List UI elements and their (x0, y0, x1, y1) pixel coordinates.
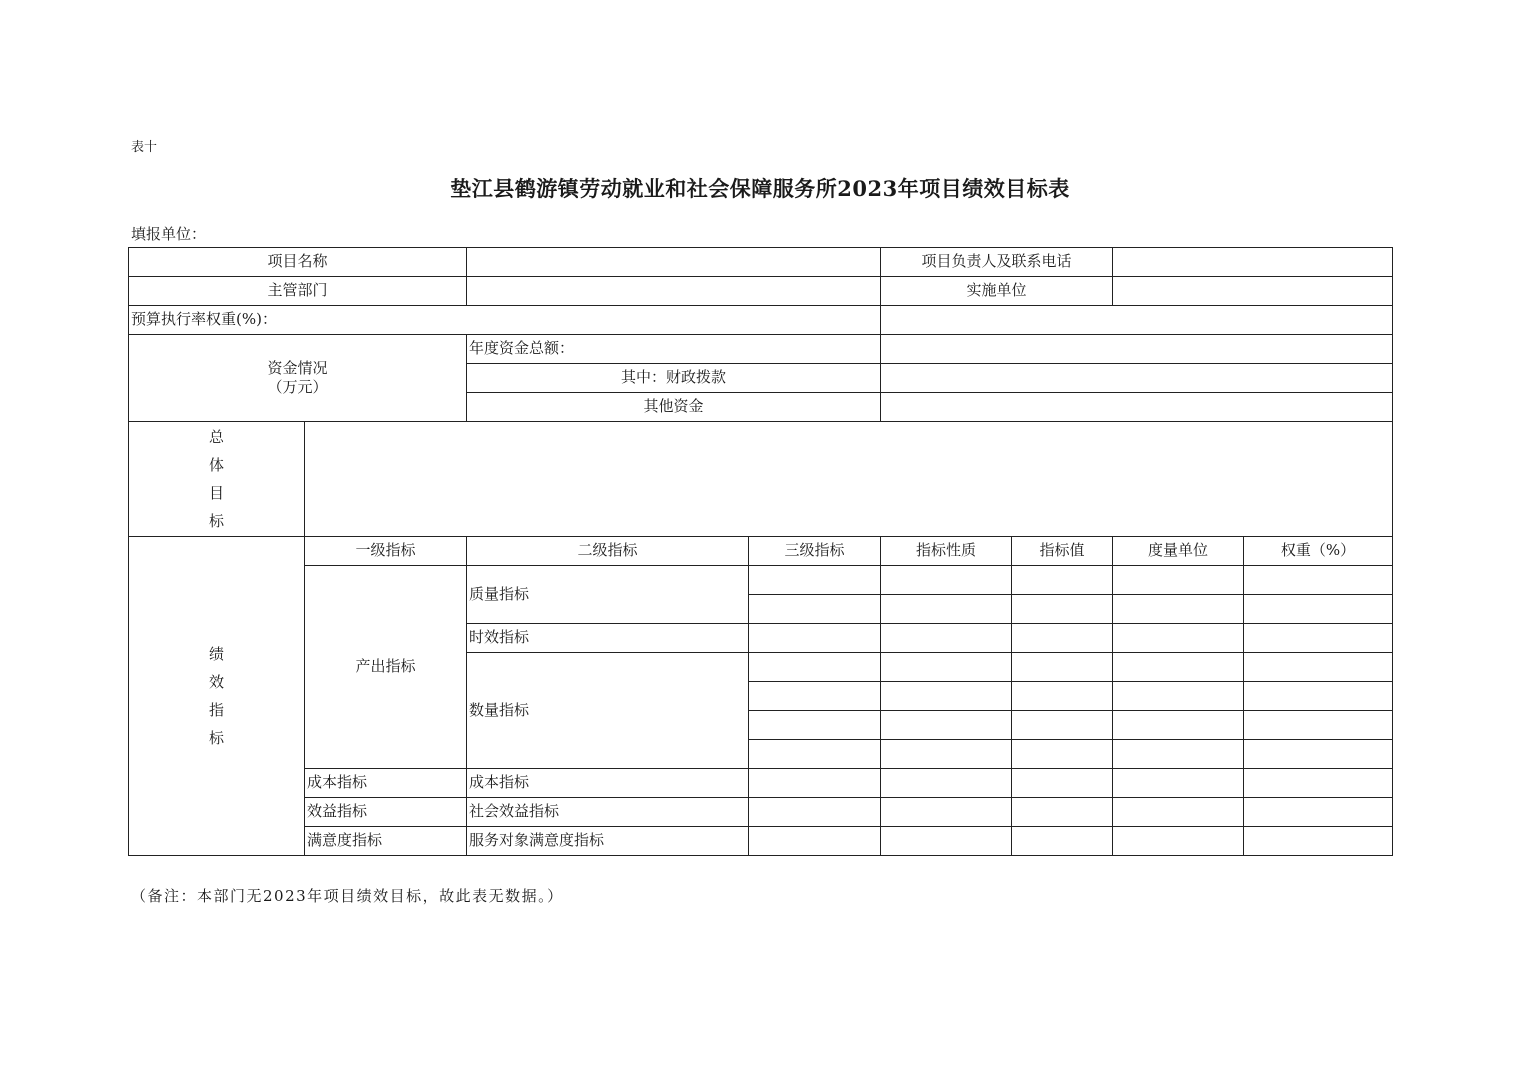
cell[interactable] (1244, 827, 1393, 856)
cell[interactable] (1012, 798, 1113, 827)
cell[interactable] (1113, 711, 1244, 740)
funds-label-text: 资金情况 (267, 358, 328, 377)
overall-goal-char: 标 (208, 512, 224, 530)
cell[interactable] (1012, 769, 1113, 798)
cell[interactable] (1244, 566, 1393, 595)
header-value: 指标值 (1012, 537, 1113, 566)
timeliness-indicator-label: 时效指标 (467, 624, 749, 653)
cell[interactable] (881, 566, 1012, 595)
cell[interactable] (1113, 566, 1244, 595)
cell[interactable] (1244, 653, 1393, 682)
cell[interactable] (1244, 798, 1393, 827)
overall-goal-char: 目 (208, 484, 224, 502)
header-nature: 指标性质 (881, 537, 1012, 566)
project-name-value[interactable] (467, 248, 881, 277)
header-measure-unit: 度量单位 (1113, 537, 1244, 566)
cell[interactable] (1012, 624, 1113, 653)
cell[interactable] (881, 798, 1012, 827)
quality-indicator-label: 质量指标 (467, 566, 749, 624)
cell[interactable] (749, 769, 881, 798)
project-name-label: 项目名称 (129, 248, 467, 277)
project-lead-phone-label: 项目负责人及联系电话 (881, 248, 1113, 277)
benefit-indicator-l1-label: 效益指标 (305, 798, 467, 827)
annual-total-label: 年度资金总额： (467, 335, 881, 364)
performance-indicators-label (129, 537, 305, 856)
overall-goal-label (129, 422, 305, 537)
cell[interactable] (1012, 827, 1113, 856)
cell[interactable] (749, 682, 881, 711)
cell[interactable] (1244, 624, 1393, 653)
cell[interactable] (881, 682, 1012, 711)
performance-target-table (128, 247, 1393, 856)
budget-weight-label: 预算执行率权重(%)： (129, 306, 881, 335)
cell[interactable] (881, 653, 1012, 682)
overall-goal-value[interactable] (305, 422, 1393, 537)
cell[interactable] (1012, 595, 1113, 624)
cell[interactable] (1113, 653, 1244, 682)
cell[interactable] (1012, 740, 1113, 769)
document-title: 垫江县鹤游镇劳动就业和社会保障服务所2023年项目绩效目标表 (450, 176, 1070, 201)
cell[interactable] (1113, 798, 1244, 827)
cell[interactable] (1113, 827, 1244, 856)
cell[interactable] (749, 595, 881, 624)
remark-note: （备注：本部门无2023年项目绩效目标，故此表无数据。） (131, 887, 564, 905)
header-level2: 二级指标 (467, 537, 749, 566)
cell[interactable] (749, 798, 881, 827)
cell[interactable] (1244, 595, 1393, 624)
perf-char: 效 (208, 673, 224, 691)
output-indicator-label: 产出指标 (305, 566, 467, 769)
cell[interactable] (881, 827, 1012, 856)
cell[interactable] (1012, 682, 1113, 711)
cell[interactable] (749, 624, 881, 653)
satisfaction-indicator-l2-label: 服务对象满意度指标 (467, 827, 749, 856)
cell[interactable] (1113, 740, 1244, 769)
other-funds-label: 其他资金 (467, 393, 881, 422)
cost-indicator-l1-label: 成本指标 (305, 769, 467, 798)
cell[interactable] (1113, 682, 1244, 711)
cell[interactable] (881, 740, 1012, 769)
cell[interactable] (1244, 769, 1393, 798)
quantity-indicator-label: 数量指标 (467, 653, 749, 769)
cell[interactable] (1244, 682, 1393, 711)
header-level3: 三级指标 (749, 537, 881, 566)
cell[interactable] (1113, 595, 1244, 624)
cell[interactable] (1012, 566, 1113, 595)
filling-unit-label: 填报单位： (131, 225, 207, 243)
cell[interactable] (1244, 711, 1393, 740)
cell[interactable] (749, 566, 881, 595)
overall-goal-char: 总 (208, 428, 224, 446)
fiscal-funds-label: 其中：财政拨款 (467, 364, 881, 393)
cell[interactable] (1113, 624, 1244, 653)
implementing-unit-value[interactable] (1113, 277, 1393, 306)
cell[interactable] (1012, 711, 1113, 740)
supervising-dept-label: 主管部门 (129, 277, 467, 306)
cell[interactable] (1244, 740, 1393, 769)
satisfaction-indicator-l1-label: 满意度指标 (305, 827, 467, 856)
cell[interactable] (1113, 769, 1244, 798)
supervising-dept-value[interactable] (467, 277, 881, 306)
cell[interactable] (881, 595, 1012, 624)
cell[interactable] (749, 827, 881, 856)
funds-unit-text: （万元） (267, 378, 328, 396)
perf-char: 标 (208, 729, 224, 747)
project-lead-phone-value[interactable] (1113, 248, 1393, 277)
perf-char: 指 (208, 701, 224, 719)
benefit-indicator-l2-label: 社会效益指标 (467, 798, 749, 827)
header-weight: 权重（%） (1244, 537, 1393, 566)
perf-char: 绩 (208, 645, 224, 663)
cost-indicator-l2-label: 成本指标 (467, 769, 749, 798)
annual-total-value[interactable] (881, 335, 1393, 364)
cell[interactable] (749, 711, 881, 740)
fiscal-funds-value[interactable] (881, 364, 1393, 393)
header-level1: 一级指标 (305, 537, 467, 566)
budget-weight-value[interactable] (881, 306, 1393, 335)
funds-label (129, 335, 467, 422)
cell[interactable] (881, 769, 1012, 798)
other-funds-value[interactable] (881, 393, 1393, 422)
overall-goal-char: 体 (208, 456, 224, 474)
table-number-label: 表十 (131, 140, 158, 155)
cell[interactable] (749, 740, 881, 769)
cell[interactable] (881, 711, 1012, 740)
cell[interactable] (1012, 653, 1113, 682)
cell[interactable] (749, 653, 881, 682)
implementing-unit-label: 实施单位 (881, 277, 1113, 306)
cell[interactable] (881, 624, 1012, 653)
